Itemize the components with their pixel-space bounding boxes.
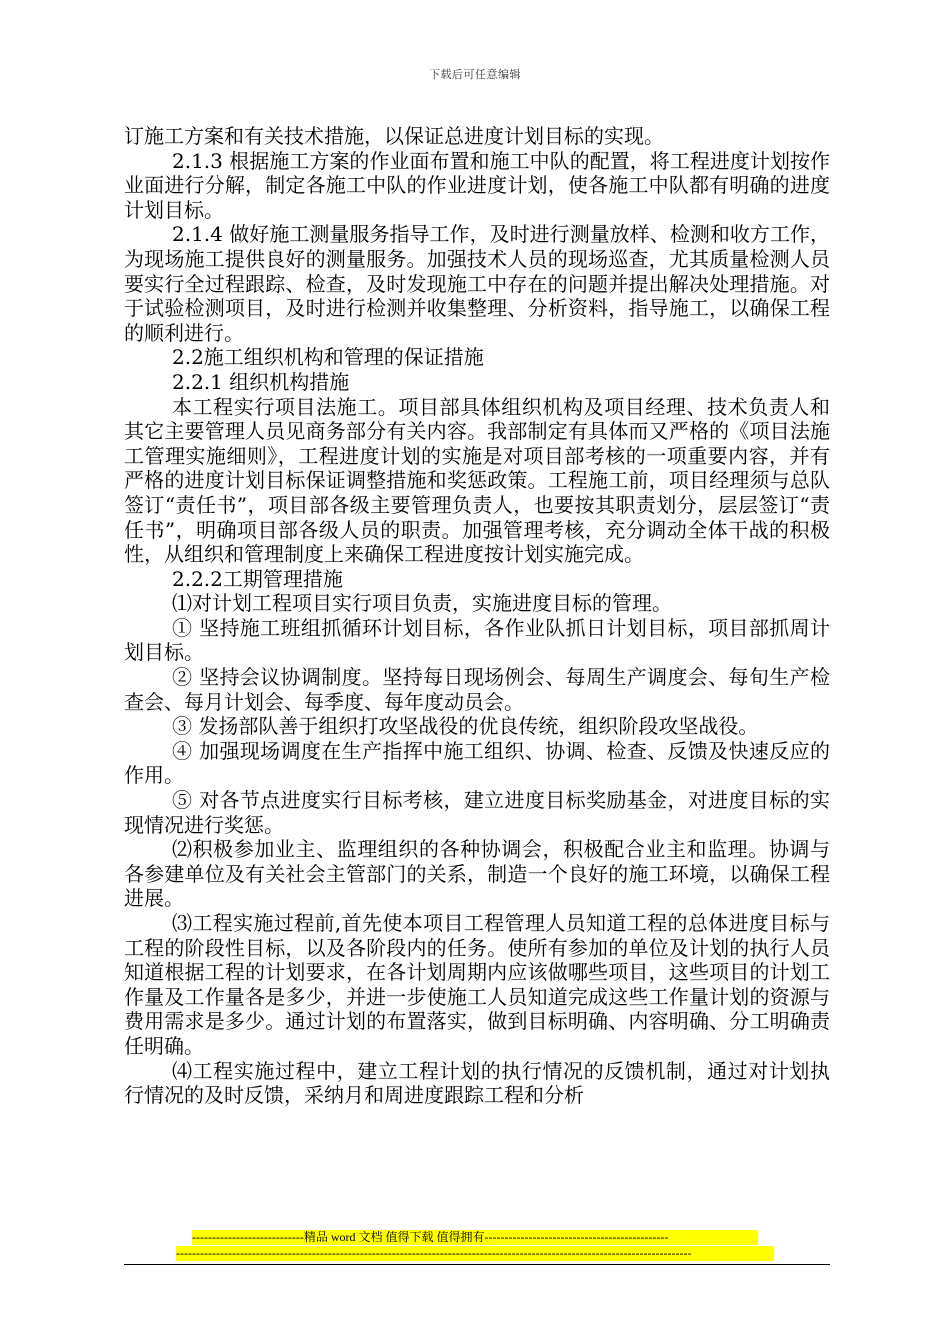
footer-divider (124, 1264, 830, 1265)
list-item: ⑷工程实施过程中，建立工程计划的执行情况的反馈机制，通过对计划执行情况的及时反馈，采纳月和周进度跟踪工程和分析 (124, 1058, 830, 1108)
list-item: ② 坚持会议协调制度。坚持每日现场例会、每周生产调度会、每旬生产检查会、每月计划会、每季度、每年度动员会。 (124, 665, 830, 714)
list-item: ④ 加强现场调度在生产指挥中施工组织、协调、检查、反馈及快速反应的作用。 (124, 738, 830, 788)
subsection-heading: 2.2.1 组织机构措施 (172, 369, 350, 394)
list-item: ⑤ 对各节点进度实行目标考核，建立进度目标奖励基金，对进度目标的实现情况进行奖惩。 (124, 788, 830, 837)
paragraph: 2.1.3 根据施工方案的作业面布置和施工中队的配置，将工程进度计划按作业面进行分解，制定各施工中队的作业进度计划，使各施工中队都有明确的进度计划目标。 (124, 148, 830, 222)
footer-banner: ----------------------------精品 word 文档 值得下载 值得拥有---------------------------------------------- (192, 1230, 758, 1245)
document-body (124, 124, 830, 1108)
paragraph: 订施工方案和有关技术措施，以保证总进度计划目标的实现。 (124, 124, 664, 148)
footer-dash-line: --------------------------------------------------------------------------------------------------------------------------------- (176, 1246, 774, 1261)
list-item: ③ 发扬部队善于组织打攻坚战役的优良传统，组织阶段攻坚战役。 (172, 714, 759, 739)
subsection-heading: 2.2.2工期管理措施 (172, 566, 343, 591)
section-heading: 2.2施工组织机构和管理的保证措施 (172, 345, 484, 370)
list-item: ⑵积极参加业主、监理组织的各种协调会，积极配合业主和监理。协调与各参建单位及有关社会主管部门的关系，制造一个良好的施工环境，以确保工程进展。 (124, 837, 830, 911)
page-header: 下载后可任意编辑 (429, 68, 521, 81)
paragraph: 2.1.4 做好施工测量服务指导工作，及时进行测量放样、检测和收方工作，为现场施工提供良好的测量服务。加强技术人员的现场巡查，尤其质量检测人员要实行全过程跟踪、检查，及时发现施工中存在的问题并提出解决处理措施。对于试验检测项目，及时进行检测并收集整理、分析资料，指导施工，以确保工程的顺利进行。 (124, 222, 830, 345)
paragraph: 本工程实行项目法施工。项目部具体组织机构及项目经理、技术负责人和其它主要管理人员见商务部分有关内容。我部制定有具体而又严格的《项目法施工管理实施细则》，工程进度计划的实施是对项目部考核的一项重要内容，并有严格的进度计划目标保证调整措施和奖惩政策。工程施工前，项目经理须与总队签订“责任书”，项目部各级主要管理负责人，也要按其职责划分，层层签订“责任书”，明确项目部各级人员的职责。加强管理考核，充分调动全体干战的积极性，从组织和管理制度上来确保工程进度按计划实施完成。 (124, 394, 830, 567)
list-item: ① 坚持施工班组抓循环计划目标，各作业队抓日计划目标，项目部抓周计划目标。 (124, 615, 830, 665)
list-item: ⑶工程实施过程前,首先使本项目工程管理人员知道工程的总体进度目标与工程的阶段性目标，以及各阶段内的任务。使所有参加的单位及计划的执行人员知道根据工程的计划要求，在各计划周期内应该做哪些项目，这些项目的计划工作量及工作量各是多少，并进一步使施工人员知道完成这些工作量计划的资源与费用需求是多少。通过计划的布置落实，做到目标明确、内容明确、分工明确责任明确。 (124, 911, 830, 1058)
list-item: ⑴对计划工程项目实行项目负责，实施进度目标的管理。 (172, 591, 672, 616)
